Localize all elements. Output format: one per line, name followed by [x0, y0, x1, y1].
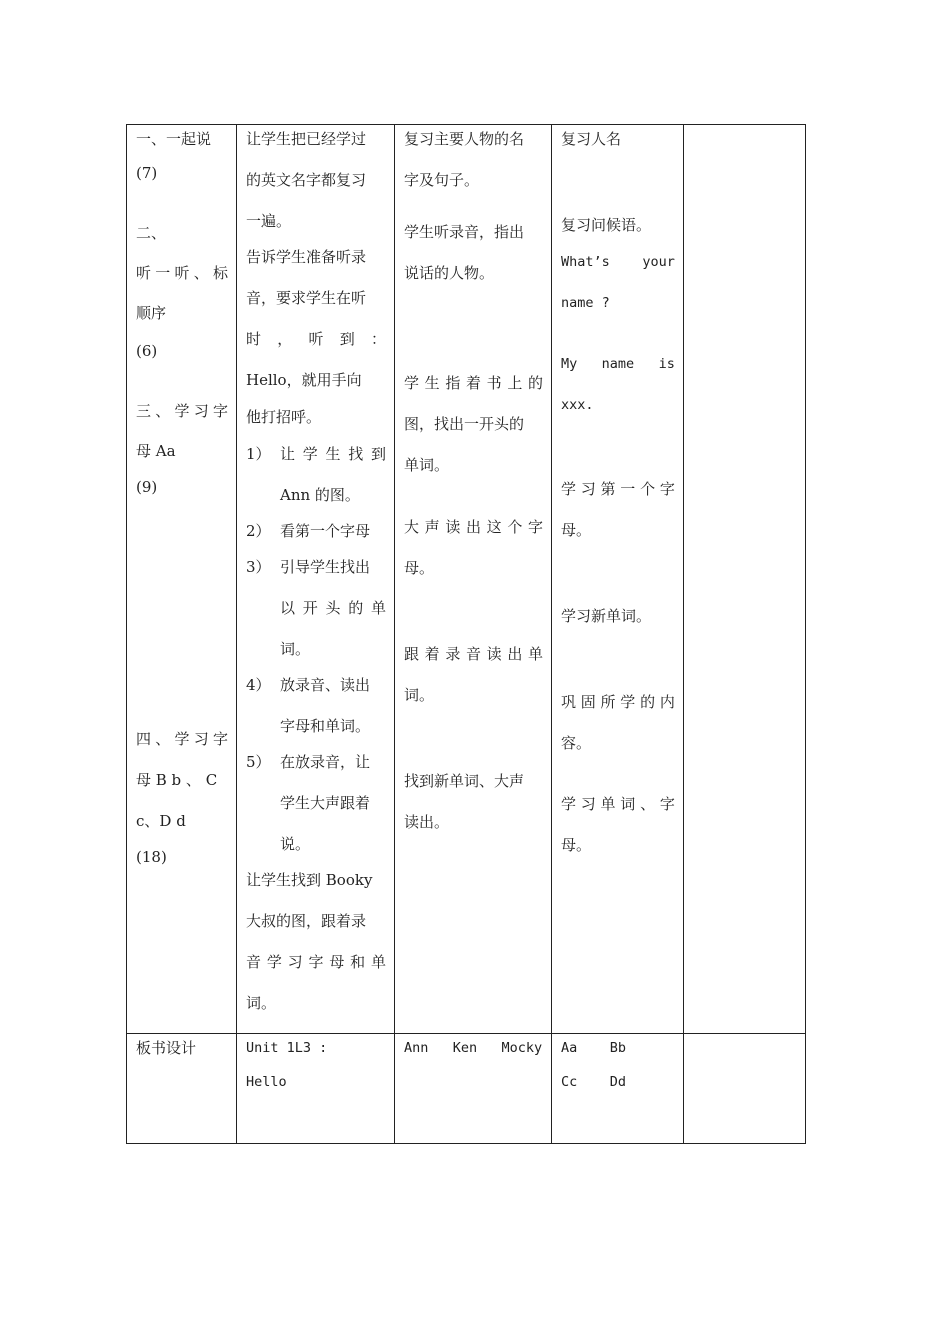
step-number: 5） [246, 753, 271, 771]
teacher-text: 告诉学生准备听录 [246, 248, 367, 266]
lesson-plan-table [126, 124, 806, 1144]
purpose-text: 母。 [561, 836, 592, 854]
purpose-text: 复习人名 [561, 130, 622, 148]
teacher-text: Hello，就用手向 [246, 371, 362, 389]
purpose-text: My name is [561, 356, 675, 372]
teacher-text: 大叔的图，跟着录 [246, 912, 367, 930]
step-item: 4） 放录音、读出 字母和单词。 [246, 676, 371, 735]
student-text: 复习主要人物的名 [404, 130, 525, 148]
teaching-steps-row [127, 125, 806, 1034]
stage-2-minutes: (6) [136, 342, 158, 360]
purpose-text: 复习问候语。 [561, 216, 652, 234]
student-text: 大 声 读 出 这 个 字 [404, 518, 543, 536]
stage-4-title-line2: 母 B b 、 C [136, 771, 218, 789]
board-unit-subtitle: Hello [246, 1074, 287, 1090]
student-text: 说话的人物。 [404, 264, 495, 282]
purpose-text: name ? [561, 295, 610, 311]
purpose-text: xxx. [561, 397, 594, 413]
step-item: 2） 看第一个字母 [246, 522, 371, 540]
stage-4-title: 四、学习字 [136, 730, 228, 748]
step-number: 2） [246, 522, 271, 540]
step-item: 1） 让 学 生 找 到 Ann 的图。 [246, 445, 386, 504]
student-text: 母。 [404, 559, 435, 577]
teacher-text: 时 ， 听 到 ： [246, 330, 386, 348]
student-activity-column [395, 125, 552, 1034]
board-design-label-cell [127, 1034, 237, 1144]
stage-3-title-line2: 母 Aa [136, 442, 176, 460]
stage-2-title-line3: 顺序 [136, 304, 167, 322]
purpose-text: What’s your [561, 254, 675, 270]
teacher-text: 一遍。 [246, 212, 292, 230]
teacher-text: 让学生找到 Booky [246, 871, 373, 889]
stage-4-minutes: (18) [136, 848, 167, 866]
student-text: 单词。 [404, 456, 450, 474]
stage-4-title-line3: c、D d [136, 812, 186, 830]
student-text: 图，找出一开头的 [404, 415, 525, 433]
purpose-text: 学习新单词。 [561, 607, 652, 625]
board-design-row [127, 1034, 806, 1144]
stage-1-title: 一、一起说 [136, 130, 212, 148]
teacher-activity-column [237, 125, 395, 1034]
step-item: 5） 在放录音，让 学生大声跟着 说。 [246, 753, 371, 853]
student-text: 读出。 [404, 813, 450, 831]
step-number: 3） [246, 558, 271, 576]
board-character-names: Ann Ken Mocky [404, 1040, 543, 1056]
notes-column [683, 125, 805, 1034]
step-item: 3） 引导学生找出 以 开 头 的 单 词。 [246, 558, 386, 658]
teacher-text: 的英文名字都复习 [246, 171, 367, 189]
student-text: 字及句子。 [404, 171, 480, 189]
student-text: 找到新单词、大声 [404, 772, 525, 790]
stage-3-title: 三、学习字 [136, 402, 228, 420]
stage-1-minutes: (7) [136, 164, 158, 182]
purpose-text: 容。 [561, 734, 592, 752]
purpose-text: 巩 固 所 学 的 内 [561, 693, 675, 711]
teacher-text: 词。 [246, 994, 277, 1012]
teacher-text: 他打招呼。 [246, 408, 322, 426]
student-text: 跟 着 录 音 读 出 单 [404, 645, 543, 663]
purpose-text: 母。 [561, 521, 592, 539]
teacher-text: 音 学 习 字 母 和 单 [246, 953, 386, 971]
board-design-notes-cell [683, 1034, 805, 1144]
board-letters-line1: Aa Bb [561, 1040, 627, 1056]
purpose-column [552, 125, 684, 1034]
board-design-label: 板书设计 [136, 1039, 197, 1057]
stage-2-title: 二、 [136, 224, 167, 242]
purpose-text: 学 习 第 一 个 字 [561, 480, 675, 498]
student-text: 学生听录音，指出 [404, 223, 525, 241]
board-unit-title: Unit 1L3 : [246, 1040, 328, 1056]
student-text: 学 生 指 着 书 上 的 [404, 374, 543, 392]
teacher-text: 音，要求学生在听 [246, 289, 367, 307]
board-design-unit-cell [237, 1034, 395, 1144]
board-design-letters-cell [552, 1034, 684, 1144]
step-number: 1） [246, 445, 271, 463]
purpose-text: 学 习 单 词 、 字 [561, 795, 675, 813]
board-design-names-cell [395, 1034, 552, 1144]
step-number: 4） [246, 676, 271, 694]
student-text: 词。 [404, 686, 435, 704]
teacher-text: 让学生把已经学过 [246, 130, 367, 148]
stage-column [127, 125, 237, 1034]
stage-2-title-line2: 听一听、标 [136, 264, 228, 282]
stage-3-minutes: (9) [136, 478, 158, 496]
board-letters-line2: Cc Dd [561, 1074, 627, 1090]
